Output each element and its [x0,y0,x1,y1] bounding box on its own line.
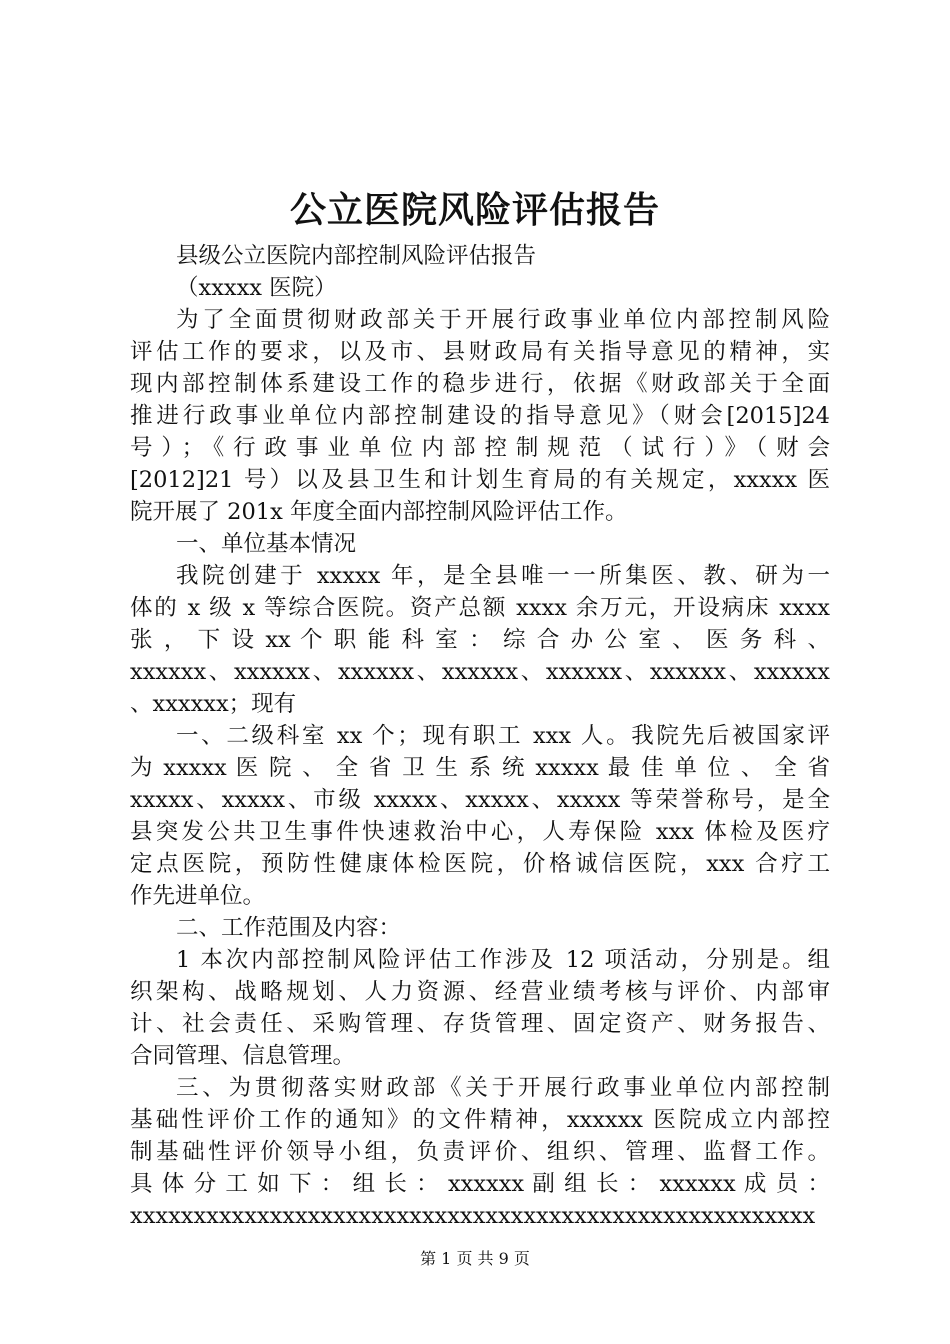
text-line: 号）；《行政事业单位内部控制规范（试行）》（财会 [130,435,830,461]
text-line: 计、社会责任、采购管理、存货管理、固定资产、财务报告、 [130,1011,830,1037]
text-line: 张 ， 下 设 xx 个 职 能 科 室 ： 综 合 办 公 室 、 医 务 科 、 [130,627,830,653]
text-line: 评估工作的要求，以及市、县财政局有关指导意见的精神，实 [130,339,830,365]
text-line: 一、单位基本情况 [176,531,357,557]
text-line: 合同管理、信息管理。 [130,1043,356,1069]
text-line: 基础性评价工作的通知》的文件精神，xxxxxx 医院成立内部控 [130,1107,830,1133]
text-line: 织架构、战略规划、人力资源、经营业绩考核与评价、内部审 [130,979,830,1005]
document-body [130,240,830,1232]
text-line: 我院创建于 xxxxx 年，是全县唯一一所集医、教、研为一 [176,563,830,589]
text-line: 二、工作范围及内容： [176,915,402,941]
text-line: 1 本次内部控制风险评估工作涉及 12 项活动，分别是。组 [176,947,830,973]
text-line: xxxxxxxxxxxxxxxxxxxxxxxxxxxxxxxxxxxxxxxxxxxxxxxxxxxxxx [130,1203,816,1229]
text-line: 、xxxxxx；现有 [130,691,297,717]
text-line: [2012]21 号）以及县卫生和计划生育局的有关规定，xxxxx 医 [130,467,830,493]
page-footer: 第 1 页 共 9 页 [420,1249,530,1268]
text-line: xxxxxx、xxxxxx、xxxxxx、xxxxxx、xxxxxx、xxxxxx、xxxxxx [130,659,830,685]
text-line: 县突发公共卫生事件快速救治中心，人寿保险 xxx 体检及医疗 [130,819,830,845]
text-line: 作先进单位。 [130,883,266,909]
text-line: 定点医院，预防性健康体检医院，价格诚信医院，xxx 合疗工 [130,851,830,877]
text-line: 院开展了 201x 年度全面内部控制风险评估工作。 [130,499,628,525]
text-line: 推进行政事业单位内部控制建设的指导意见》（财会[2015]24 [130,403,830,429]
text-line: 为了全面贯彻财政部关于开展行政事业单位内部控制风险 [176,307,830,333]
text-line: 具 体 分 工 如 下 ： 组 长 ： xxxxxx 副 组 长 ： xxxxxx 成 员 ： [130,1171,830,1197]
text-line: 体的 x 级 x 等综合医院。资产总额 xxxx 余万元，开设病床 xxxx [130,595,830,621]
text-line: 现内部控制体系建设工作的稳步进行，依据《财政部关于全面 [130,371,830,397]
text-line: 为 xxxxx 医 院 、 全 省 卫 生 系 统 xxxxx 最 佳 单 位 、 全 省 [130,755,830,781]
text-line: xxxxx、xxxxx、市级 xxxxx、xxxxx、xxxxx 等荣誉称号，是全 [130,787,830,813]
text-line: 一、二级科室 xx 个；现有职工 xxx 人。我院先后被国家评 [176,723,830,749]
text-line: 三、为贯彻落实财政部《关于开展行政事业单位内部控制 [176,1075,830,1101]
text-line: 县级公立医院内部控制风险评估报告 [176,243,537,269]
document-title: 公立医院风险评估报告 [289,189,660,231]
text-line: （xxxxx 医院） [176,275,337,301]
text-line: 制基础性评价领导小组，负责评价、组织、管理、监督工作。 [130,1139,830,1165]
